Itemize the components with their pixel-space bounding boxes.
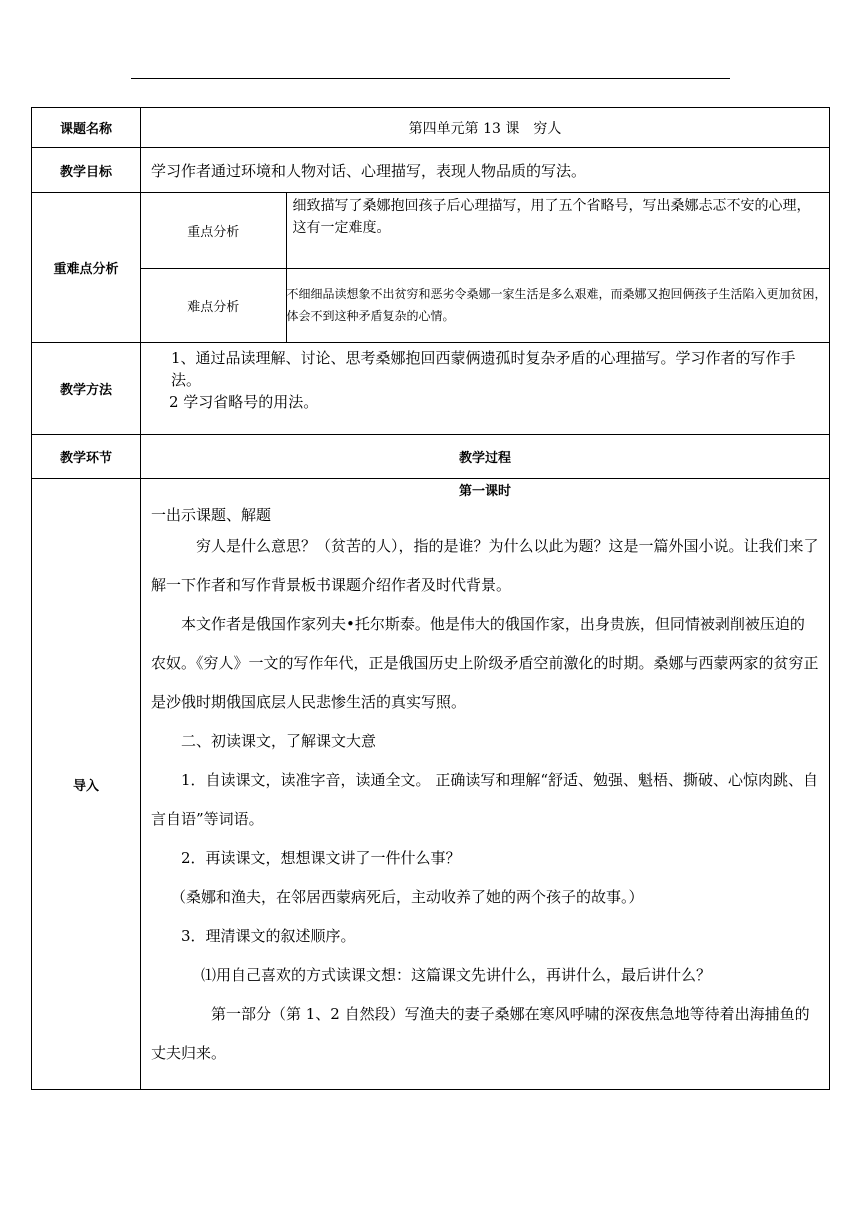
- difficulty-label: 难点分析: [141, 268, 286, 342]
- row-intro: [32, 479, 830, 1090]
- lesson-plan-table: [31, 107, 830, 1090]
- item-1: 1．自读课文，读准字音，读通全文。 正确读写和理解“舒适、勉强、魁梧、撕破、心惊肉跳、自言自语”等词语。: [151, 771, 818, 828]
- row-title: [32, 108, 830, 148]
- key-text: 细致描写了桑娜抱回孩子后心理描写，用了五个省略号，写出桑娜忐忑不安的心理，这有一定难度。: [286, 193, 829, 268]
- method-label: 教学方法: [32, 343, 141, 435]
- intro-label: 导入: [32, 479, 141, 1090]
- section-value: 教学过程: [141, 435, 830, 479]
- sub-item-1: ⑴用自己喜欢的方式读课文想：这篇课文先讲什么，再讲什么，最后讲什么？: [201, 966, 712, 984]
- part-1: 第一部分（第 1、2 自然段）写渔夫的妻子桑娜在寒风呼啸的深夜焦急地等待着出海捕鱼的丈夫归来。: [151, 1005, 810, 1062]
- header-rule: [131, 78, 730, 79]
- title-value: 第四单元第 13 课 穷人: [141, 108, 830, 148]
- method-line1: 1、通过品读理解、讨论、思考桑娜抱回西蒙俩遗孤时复杂矛盾的心理描写。学习作者的写作手法。: [171, 349, 796, 389]
- analysis-label: 重难点分析: [32, 193, 141, 343]
- item-2: 2．再读课文，想想课文讲了一件什么事？: [181, 849, 461, 867]
- paragraph-1: 穷人是什么意思？（贫苦的人），指的是谁？为什么以此为题？这是一篇外国小说。让我们来了解一下作者和写作背景板书课题介绍作者及时代背景。: [151, 537, 819, 594]
- section-label: 教学环节: [32, 435, 141, 479]
- row-method: [32, 343, 830, 435]
- key-label: 重点分析: [187, 224, 240, 240]
- method-line2: 2 学习省略号的用法。: [169, 393, 319, 411]
- analysis-inner-table: [141, 193, 829, 342]
- heading-1: 一出示课题、解题: [151, 506, 272, 524]
- answer-2: （桑娜和渔夫，在邻居西蒙病死后，主动收养了她的两个孩子的故事。）: [171, 888, 644, 906]
- row-analysis: [32, 193, 830, 343]
- lesson-title: 第一课时: [458, 484, 511, 499]
- goal-label: 教学目标: [32, 148, 141, 193]
- heading-2: 二、初读课文，了解课文大意: [181, 732, 377, 750]
- item-3: 3．理清课文的叙述顺序。: [181, 927, 356, 945]
- row-goal: [32, 148, 830, 193]
- title-label: 课题名称: [32, 108, 141, 148]
- intro-content: [141, 481, 829, 1073]
- goal-value: 学习作者通过环境和人物对话、心理描写，表现人物品质的写法。: [141, 148, 830, 193]
- difficulty-text: 不细细品读想象不出贫穷和恶劣令桑娜一家生活是多么艰难，而桑娜又抱回俩孩子生活陷入更加贫困，体会不到这种矛盾复杂的心情。: [286, 268, 829, 342]
- row-section-header: [32, 435, 830, 479]
- paragraph-2: 本文作者是俄国作家列夫•托尔斯泰。他是伟大的俄国作家，出身贵族，但同情被剥削被压迫的农奴。《穷人》一文的写作年代，正是俄国历史上阶级矛盾空前激化的时期。桑娜与西蒙两家的贫穷正是沙俄时期俄国底层人民悲惨生活的真实写照。: [151, 615, 819, 711]
